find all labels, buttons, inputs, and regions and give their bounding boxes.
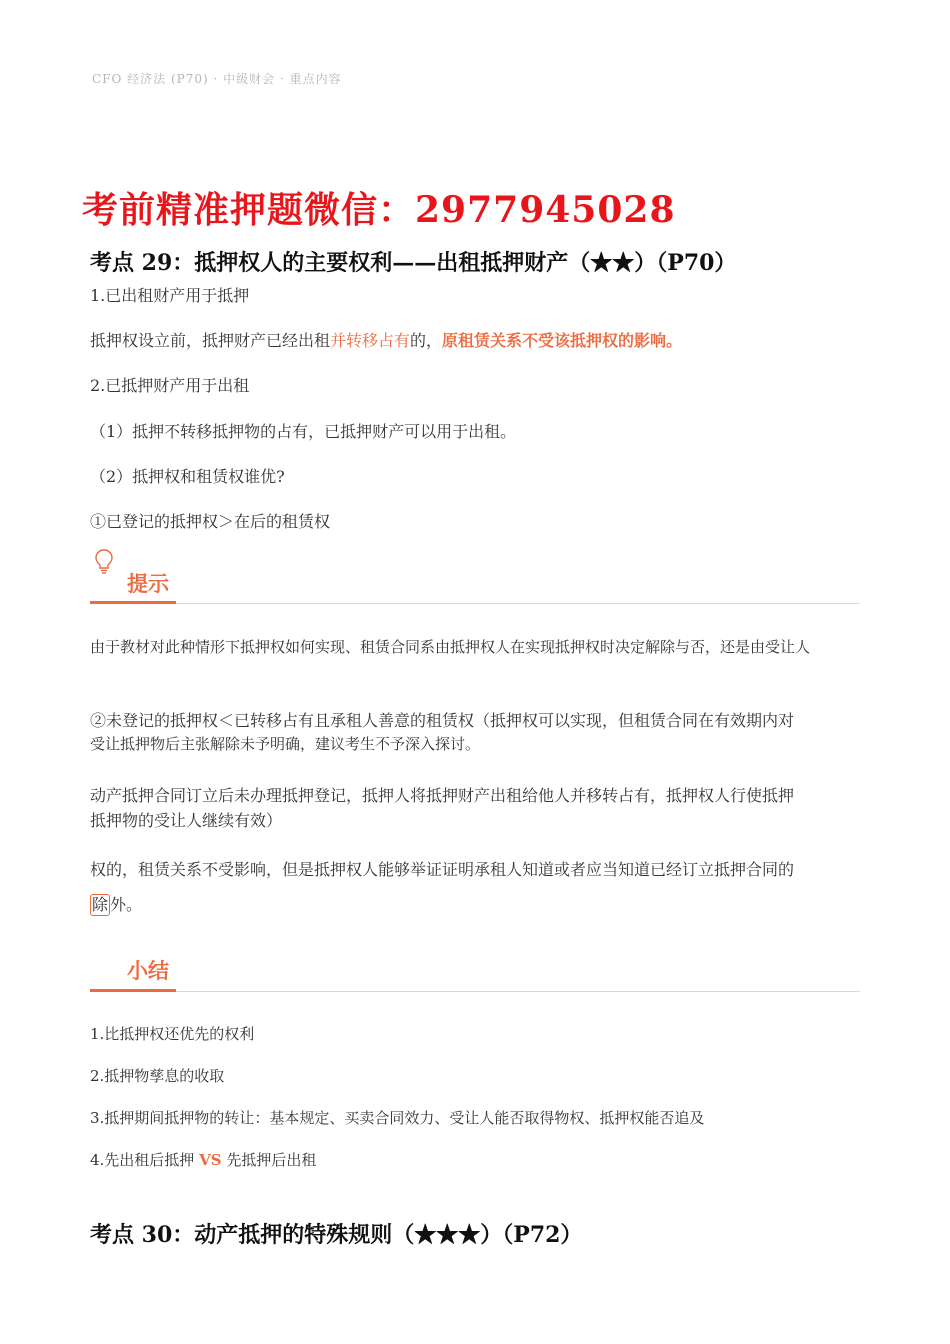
summary-item-4 [90, 1149, 316, 1170]
circle-item-2: ②未登记的抵押权＜已转移占有且承租人善意的租赁权（抵押权可以实现，但租赁合同在有效期内对 [90, 711, 795, 730]
paragraph-1-highlight-1: 并转移占有 [330, 331, 411, 350]
item-1: 1.已出租财产用于抵押 [90, 286, 250, 305]
hint-label: 提示 [127, 571, 169, 596]
summary-item-2: 2.抵押物孳息的收取 [90, 1067, 225, 1085]
paragraph-1-part-a: 抵押权设立前，抵押财产已经出租 [90, 331, 331, 350]
paragraph-2-line-1: 动产抵押合同订立后未办理抵押登记，抵押人将抵押财产出租给他人并移转占有，抵押权人行使抵押 [90, 786, 795, 805]
lightbulb-icon [94, 548, 114, 574]
hint-text: 由于教材对此种情形下抵押权如何实现、租赁合同系由抵押权人在实现抵押权时决定解除与否，还是由受让人 [90, 638, 811, 656]
section-29-title: 考点 29：抵押权人的主要权利——出租抵押财产（★★）（P70） [90, 250, 737, 276]
paragraph-1-highlight-2: 原租赁关系不受该抵押权的影响。 [442, 331, 683, 350]
summary-item-3: 3.抵押期间抵押物的转让：基本规定、买卖合同效力、受让人能否取得物权、抵押权能否追及 [90, 1109, 705, 1127]
summary-divider [90, 991, 860, 992]
paragraph-2-line-2: 抵押物的受让人继续有效） [90, 811, 283, 830]
paragraph-3-end: 外。 [110, 895, 143, 914]
section-30-title: 考点 30：动产抵押的特殊规则（★★★）（P72） [90, 1222, 583, 1248]
summary-item-4-part-b: 先抵押后出租 [221, 1151, 317, 1169]
summary-accent-bar [90, 989, 176, 992]
item-2: 2.已抵押财产用于出租 [90, 376, 250, 395]
boxed-character: 除 [92, 895, 109, 914]
paragraph-3-line-2 [90, 892, 142, 916]
sub-item-1: （1）抵押不转移抵押物的占有，已抵押财产可以用于出租。 [90, 422, 517, 441]
paragraph-1-part-c: 的， [410, 331, 443, 350]
paragraph-3-line-1: 权的，租赁关系不受影响，但是抵押权人能够举证证明承租人知道或者应当知道已经订立抵押合同的 [90, 860, 795, 879]
hint-accent-bar [90, 601, 176, 604]
circle-item-2-continued: 受让抵押物后主张解除未予明确，建议考生不予深入探讨。 [90, 735, 481, 753]
promo-banner: 考前精准押题微信：2977945028 [82, 189, 676, 231]
circle-item-1: ①已登记的抵押权＞在后的租赁权 [90, 512, 331, 531]
summary-item-4-part-a: 4.先出租后抵押 [90, 1151, 200, 1169]
faded-header-text: CFO 经济法 (P70) · 中级财会 · 重点内容 [92, 72, 342, 86]
sub-item-2: （2）抵押权和租赁权谁优? [90, 467, 285, 486]
summary-label: 小结 [127, 958, 169, 983]
hint-divider [90, 603, 860, 604]
summary-item-4-vs: VS [199, 1151, 222, 1169]
summary-item-1: 1.比抵押权还优先的权利 [90, 1025, 255, 1043]
paragraph-1 [90, 328, 682, 351]
